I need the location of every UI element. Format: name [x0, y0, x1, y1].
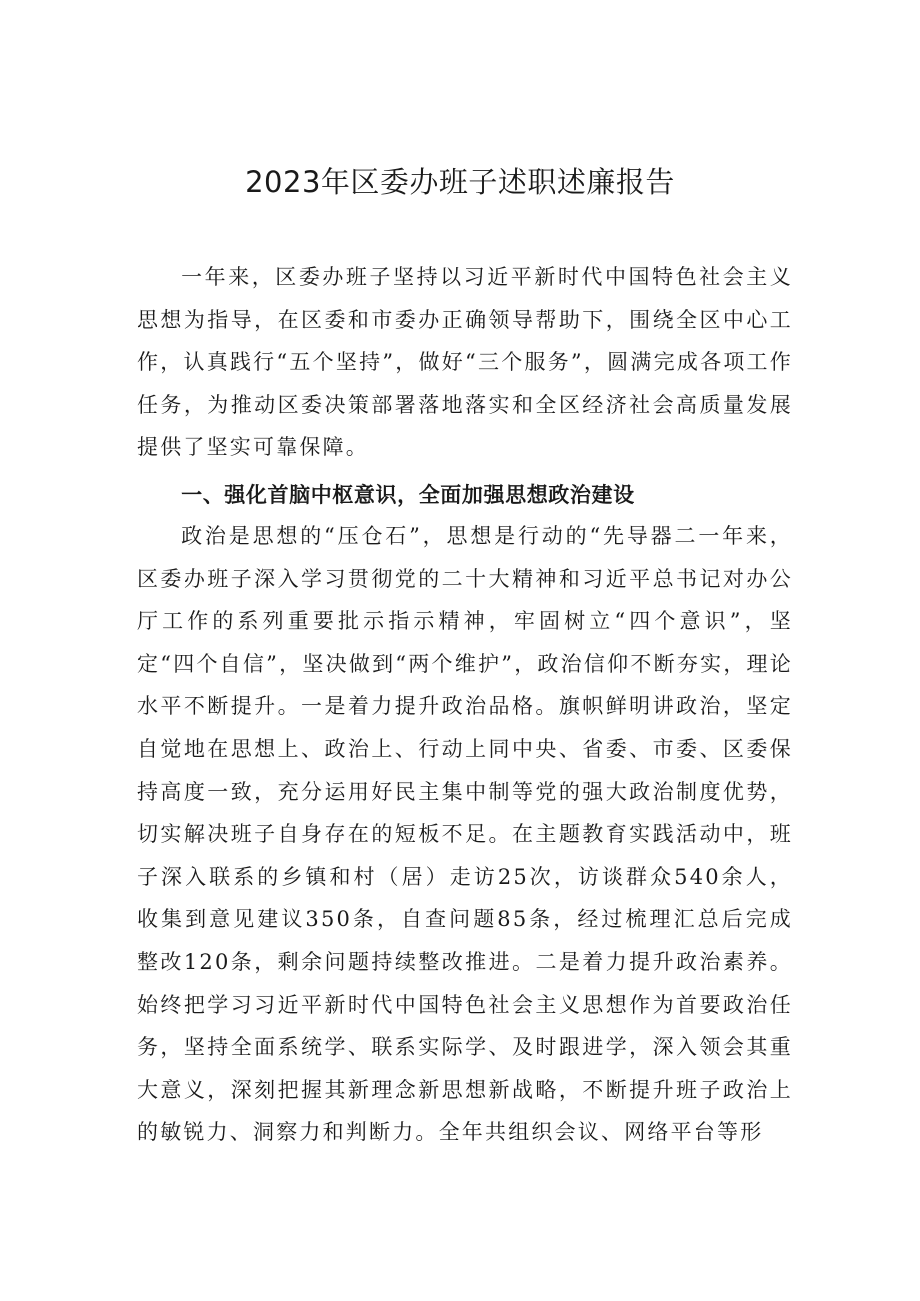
document-title: 2023年区委办班子述职述廉报告	[245, 165, 675, 199]
section-paragraph: 政治是思想的“压仓石”，思想是行动的“先导器二一年来，区委办班子深入学习贯彻党的二十大精神和习近平总书记对办公厅工作的系列重要批示指示精神，牢固树立“四个意识”，坚定“四个自信”，坚决做到“两个维护”，政治信仰不断夯实，理论水平不断提升。一是着力提升政治品格。旗帜鲜明讲政治，坚定自觉地在思想上、政治上、行动上同中央、省委、市委、区委保持高度一致，充分运用好民主集中制等党的强大政治制度优势，切实解决班子自身存在的短板不足。在主题教育实践活动中，班子深入联系的乡镇和村（居）走访25次，访谈群众540余人，收集到意见建议350条，自查问题85条，经过梳理汇总后完成整改120条，剩余问题持续整改推进。二是着力提升政治素养。始终把学习习近平新时代中国特色社会主义思想作为首要政治任务，坚持全面系统学、联系实际学、及时跟进学，深入领会其重大意义，深刻把握其新理念新思想新战略，不断提升班子政治上的敏锐力、洞察力和判断力。全年共组织会议、网络平台等形	[137, 524, 793, 1145]
intro-paragraph: 一年来，区委办班子坚持以习近平新时代中国特色社会主义思想为指导，在区委和市委办正确领导帮助下，围绕全区中心工作，认真践行“五个坚持”，做好“三个服务”，圆满完成各项工作任务，为推动区委决策部署落地落实和全区经济社会高质量发展提供了坚实可靠保障。	[137, 265, 793, 460]
section-heading: 一、强化首脑中枢意识，全面加强思想政治建设	[181, 483, 635, 507]
